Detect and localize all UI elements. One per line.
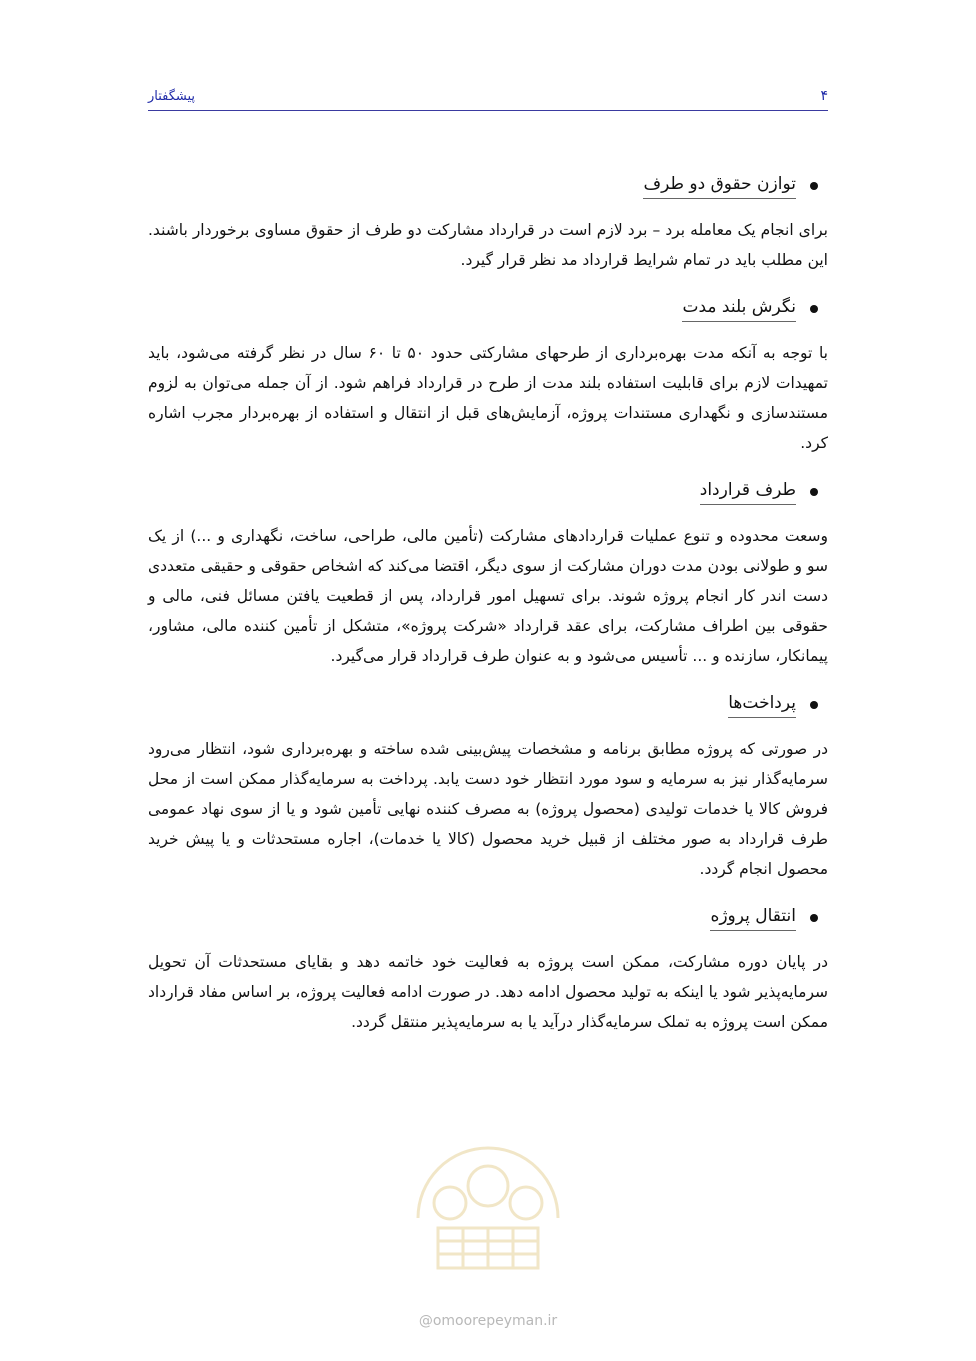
section-heading: [148, 476, 828, 508]
section-heading: [148, 170, 828, 202]
section-heading: [148, 293, 828, 325]
watermark-logo-icon: [388, 1108, 588, 1278]
page-content: [148, 170, 828, 1055]
section-paragraph: برای انجام یک معامله برد – برد لازم است در قرارداد مشارکت دو طرف از حقوق مساوی برخوردار باشند. این مطلب باید در تمام شرایط قرارداد مد نظر قرار گیرد.: [148, 221, 828, 269]
section-paragraph: در پایان دوره مشارکت، ممکن است پروژه به فعالیت خود خاتمه دهد و بقایای مستحدثات آن تحویل سرمایه‌پذیر شود یا اینکه به تولید محصول ادامه دهد. در صورت ادامه فعالیت پروژه، بر اساس مفاد قرارداد ممکن است پروژه به تملک سرمایه‌گذار درآید یا به سرمایه‌پذیر منتقل گردد.: [148, 953, 828, 1031]
bullet-icon: [810, 701, 818, 709]
bullet-icon: [810, 914, 818, 922]
section-title: نگرش بلند مدت: [682, 297, 796, 322]
section-heading: [148, 902, 828, 934]
section-heading: [148, 689, 828, 721]
section-paragraph: وسعت محدوده و تنوع عملیات قراردادهای مشارکت (تأمین مالی، طراحی، ساخت، نگهداری و ...) از یک سو و طولانی بودن مدت دوران مشارکت از سوی دیگر، اقتضا می‌کند که اشخاص حقوقی و حقیقی متعددی دست اندر کار انجام پروژه شوند. برای تسهیل امور قرارداد، پس از قطعیت یافتن مسائل فنی، مالی و حقوقی بین اطراف مشارکت، برای عقد قرارداد «شرکت پروژه»، متشکل از تأمین کننده مالی، مشاور، پیمانکار، سازنده و ... تأسیس می‌شود و به عنوان طرف قرارداد قرار می‌گیرد.: [148, 527, 828, 665]
section-title: انتقال پروژه: [710, 906, 796, 931]
bullet-icon: [810, 488, 818, 496]
header-title: پیشگفتار: [148, 89, 196, 104]
watermark-url: [0, 1313, 976, 1329]
page-header: [148, 84, 828, 111]
page-number: ۴: [820, 88, 828, 104]
section-paragraph: در صورتی که پروژه مطابق برنامه و مشخصات پیش‌بینی شده ساخته و بهره‌برداری شود، انتظار می‌رود سرمایه‌گذار نیز به سرمایه و سود مورد انتظار خود دست یابد. پرداخت به سرمایه‌گذار ممکن است از محل فروش کالا یا خدمات تولیدی (محصول پروژه) به مصرف کننده نهایی تأمین شود و یا از سوی نهاد عمومی طرف قرارداد به صور مختلف از قبیل خرید محصول (کالا یا خدمات)، اجاره مستحدثات و یا پیش خرید محصول انجام گردد.: [148, 740, 828, 878]
section-title: توازن حقوق دو طرف: [643, 174, 796, 199]
bullet-icon: [810, 182, 818, 190]
bullet-icon: [810, 305, 818, 313]
watermark-url-text: omoorepeyman.ir: [432, 1313, 558, 1329]
section-title: پرداخت‌ها: [728, 693, 796, 718]
section-paragraph: با توجه به آنکه مدت بهره‌برداری از طرحهای مشارکتی حدود ۵۰ تا ۶۰ سال در نظر گرفته می‌شود، باید تمهیدات لازم برای قابلیت استفاده بلند مدت از طرح در قرارداد فراهم شود. از آن جمله می‌توان به لزوم مستندسازی و نگهداری مستندات پروژه، آزمایش‌های قبل از انتقال و استفاده از بهره‌بردار مجرب اشاره کرد.: [148, 344, 828, 452]
section-title: طرف قرارداد: [700, 480, 796, 505]
at-icon: @: [418, 1313, 433, 1329]
